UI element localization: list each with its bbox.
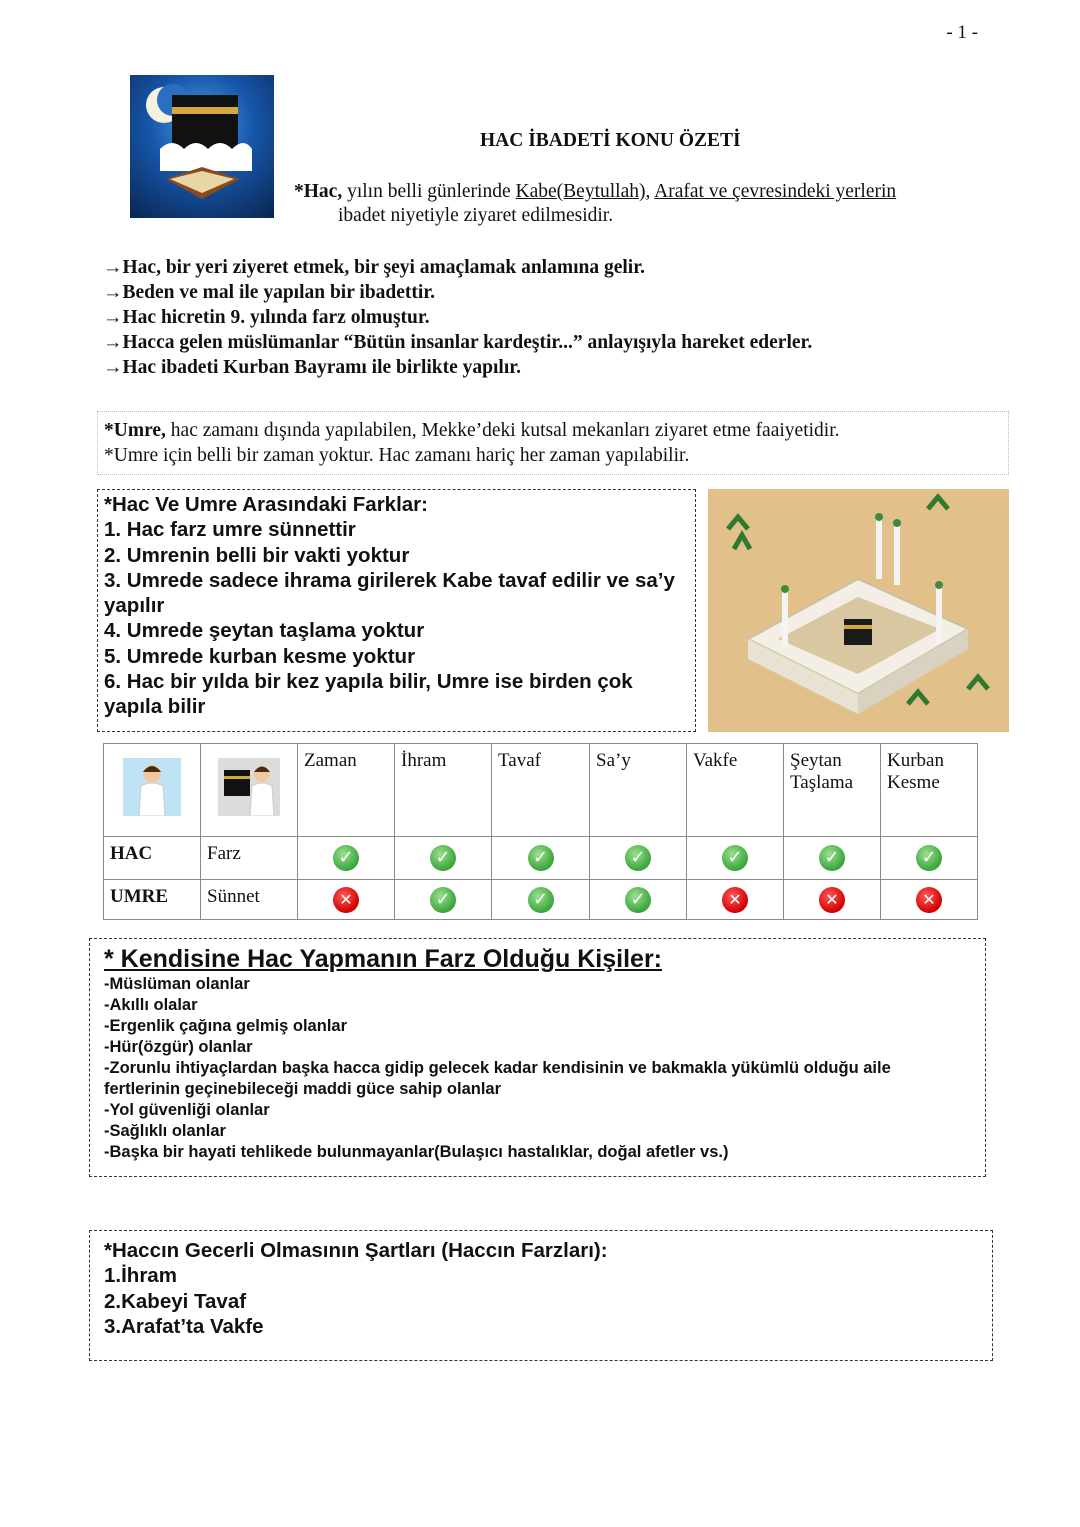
cross-icon: ✕ (333, 887, 359, 913)
mark-cell (590, 880, 687, 920)
list-item: -Ergenlik çağına gelmiş olanlar (104, 1017, 347, 1035)
condition-item: 1.İhram (104, 1264, 177, 1288)
mark-cell (395, 880, 492, 920)
mark-cell (395, 837, 492, 880)
page-number: - 1 - (946, 22, 978, 43)
table-header-cell: Sa’y (590, 744, 687, 837)
difference-item: 3. Umrede sadece ihrama girilerek Kabe tavaf edilir ve sa’y yapılır (104, 568, 675, 618)
list-item: -Akıllı olalar (104, 996, 198, 1014)
arafat-link: Arafat ve çevresindeki yerlerin (654, 181, 897, 202)
list-item: -Yol güvenliği olanlar (104, 1101, 270, 1119)
check-icon: ✓ (722, 845, 748, 871)
condition-item: 3.Arafat’ta Vakfe (104, 1314, 264, 1338)
pilgrim-icon (123, 800, 181, 821)
mark-cell (298, 880, 395, 920)
list-item: -Hür(özgür) olanlar (104, 1038, 253, 1056)
umre-line2: *Umre için belli bir zaman yoktur. Hac zamanı hariç her zaman yapılabilir. (104, 445, 690, 466)
check-icon: ✓ (916, 845, 942, 871)
page-title: HAC İBADETİ KONU ÖZETİ (480, 130, 741, 151)
mark-cell (881, 880, 978, 920)
mark-cell (784, 837, 881, 880)
fact-item: →Hacca gelen müslümanlar “Bütün insanlar kardeştir...” anlayışıyla hareket ederler. (103, 332, 813, 353)
check-icon: ✓ (430, 845, 456, 871)
kabe-link: Kabe(Beytullah) (515, 181, 646, 202)
table-header-cell: İhram (395, 744, 492, 837)
cross-icon: ✕ (819, 887, 845, 913)
table-header-cell (104, 744, 201, 837)
check-icon: ✓ (625, 845, 651, 871)
mosque-illustration (708, 489, 1009, 732)
farz-people-title: * Kendisine Hac Yapmanın Farz Olduğu Kişiler: (104, 945, 663, 973)
mark-cell (492, 880, 590, 920)
hac-umre-comparison-table (103, 743, 978, 920)
farz-people-box (89, 938, 986, 1177)
umre-term: *Umre, (104, 420, 166, 441)
difference-item: 1. Hac farz umre sünnettir (104, 518, 356, 542)
list-item: -Başka bir hayati tehlikede bulunmayanlar(Bulaşıcı hastalıklar, doğal afetler vs.) (104, 1143, 729, 1161)
table-row (104, 880, 978, 920)
umre-text: hac zamanı dışında yapılabilen, Mekke’deki kutsal mekanları ziyaret etme faaiyetidir. (165, 420, 840, 441)
table-header-cell: Vakfe (687, 744, 784, 837)
differences-title: *Hac Ve Umre Arasındaki Farklar: (104, 493, 428, 516)
table-header-cell: Şeytan Taşlama (784, 744, 881, 837)
comma: , (645, 181, 655, 202)
difference-item: 2. Umrenin belli bir vakti yoktur (104, 543, 410, 567)
umre-definition-box (97, 411, 1009, 475)
pilgrim-kaaba-icon (218, 800, 280, 821)
hac-text: yılın belli günlerinde (342, 181, 516, 202)
row-name: UMRE (104, 880, 201, 920)
list-item: -Sağlıklı olanlar (104, 1122, 226, 1140)
table-header-cell (201, 744, 298, 837)
row-status: Sünnet (201, 880, 298, 920)
fact-item: →Hac ibadeti Kurban Bayramı ile birlikte yapılır. (103, 357, 522, 378)
check-icon: ✓ (430, 887, 456, 913)
mark-cell (881, 837, 978, 880)
cross-icon: ✕ (916, 887, 942, 913)
conditions-box (89, 1230, 993, 1361)
differences-box (97, 489, 696, 732)
check-icon: ✓ (625, 887, 651, 913)
mark-cell (298, 837, 395, 880)
fact-item: →Hac hicretin 9. yılında farz olmuştur. (103, 307, 430, 328)
mark-cell (492, 837, 590, 880)
list-item: -Zorunlu ihtiyaçlardan başka hacca gidip gelecek kadar kendisinin ve bakmakla yükümlü olduğu aile fertlerinin geçinebileceği maddi güce sahip olanlar (104, 1059, 891, 1098)
kaaba-icon (130, 75, 274, 218)
fact-item: →Beden ve mal ile yapılan bir ibadettir. (103, 282, 436, 303)
cross-icon: ✕ (722, 887, 748, 913)
mark-cell (590, 837, 687, 880)
check-icon: ✓ (528, 887, 554, 913)
difference-item: 5. Umrede kurban kesme yoktur (104, 644, 416, 668)
table-row (104, 837, 978, 880)
check-icon: ✓ (819, 845, 845, 871)
mark-cell (784, 880, 881, 920)
hac-term: *Hac, (294, 181, 343, 202)
check-icon: ✓ (333, 845, 359, 871)
fact-item: →Hac, bir yeri ziyeret etmek, bir şeyi amaçlamak anlamına gelir. (103, 257, 645, 278)
row-name: HAC (104, 837, 201, 880)
conditions-title: *Haccın Gecerli Olmasının Şartları (Haccın Farzları): (104, 1239, 608, 1262)
table-header-cell: Tavaf (492, 744, 590, 837)
hac-definition (294, 180, 984, 228)
difference-item: 6. Hac bir yılda bir kez yapıla bilir, Umre ise birden çok yapıla bilir (104, 670, 633, 719)
table-header-cell: Zaman (298, 744, 395, 837)
table-header-cell: Kurban Kesme (881, 744, 978, 837)
row-status: Farz (201, 837, 298, 880)
check-icon: ✓ (528, 845, 554, 871)
hac-definition-line2: ibadet niyetiyle ziyaret edilmesidir. (338, 205, 614, 226)
hac-facts-list (103, 255, 812, 380)
list-item: -Müslüman olanlar (104, 975, 250, 993)
mark-cell (687, 837, 784, 880)
difference-item: 4. Umrede şeytan taşlama yoktur (104, 619, 425, 643)
mark-cell (687, 880, 784, 920)
condition-item: 2.Kabeyi Tavaf (104, 1289, 247, 1313)
